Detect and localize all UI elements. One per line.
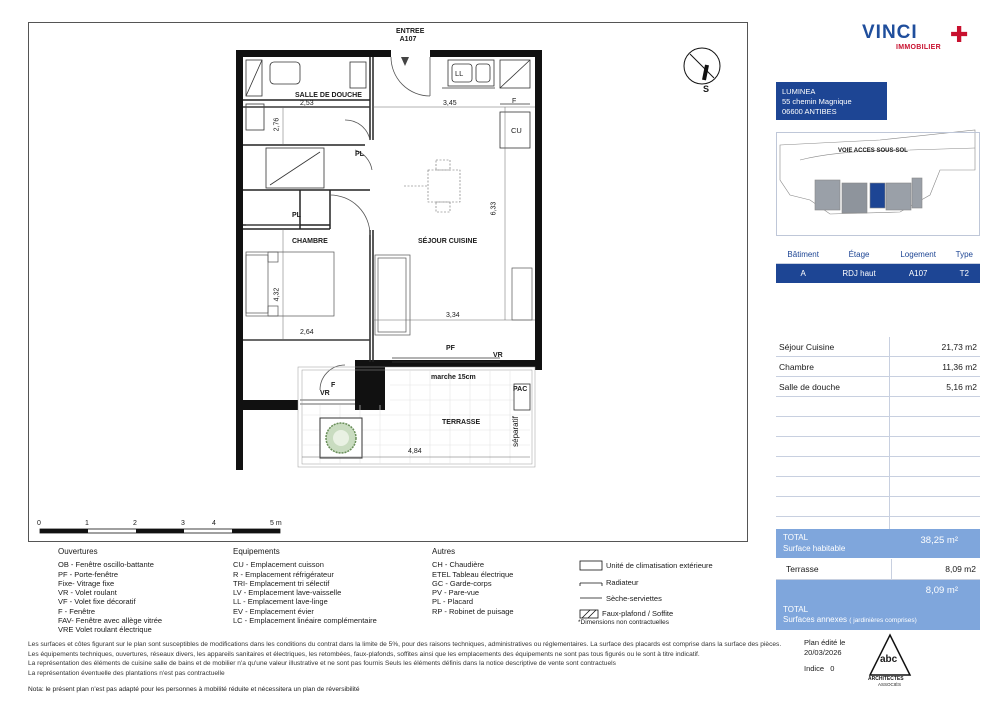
dim-334: 3,34 — [446, 312, 460, 319]
legend-equipements — [233, 547, 433, 625]
disclaimer-notes — [28, 640, 788, 678]
vinci-logo — [862, 22, 974, 56]
code-f2: F — [331, 382, 336, 389]
legend-item: F - Fenêtre — [58, 606, 96, 616]
info-header: Logement — [888, 246, 949, 264]
scale-tick-4: 4 — [212, 520, 216, 527]
scale-tick-5: 5 m — [270, 520, 282, 527]
note-bottom: Nota: le présent plan n'est pas adapté pour les personnes à mobilité réduite et nécessitera un plan de réversibilité — [28, 686, 360, 693]
plan-date: 20/03/2026 — [804, 648, 842, 657]
wall-north-left — [236, 50, 391, 57]
scale-tick-0: 0 — [37, 520, 41, 527]
code-pl2: PL — [292, 212, 301, 219]
legend-item: RP - Robinet de puisage — [432, 606, 514, 616]
total-annexes-label: TOTAL — [783, 605, 809, 614]
scale-tick-2: 2 — [133, 520, 137, 527]
info-header: Type — [949, 246, 980, 264]
wall-south-left — [236, 400, 298, 410]
scale-tick-1: 1 — [85, 520, 89, 527]
total-annexes — [776, 580, 980, 630]
wall-west — [236, 50, 243, 410]
logo-sub: IMMOBILIER — [896, 44, 941, 51]
address-line: 06600 ANTIBES — [782, 107, 837, 116]
indice-label: Indice — [804, 664, 825, 673]
info-header: Bâtiment — [776, 246, 830, 264]
legend-item: LL - Emplacement lave-linge — [233, 597, 328, 607]
code-vr1: VR — [493, 352, 503, 359]
dim-264: 2,64 — [300, 329, 314, 336]
info-table — [776, 246, 980, 283]
dim-345: 3,45 — [443, 100, 457, 107]
abc-text: abc — [880, 654, 898, 665]
legend-item: CH - Chaudière — [432, 560, 485, 570]
room-terrasse: TERRASSE — [442, 419, 481, 426]
legend-item: R - Emplacement réfrigérateur — [233, 569, 334, 579]
symbols-note: *Dimensions non contractuelles — [578, 619, 670, 626]
marche-label: marche 15cm — [431, 374, 476, 381]
legend-item: VR - Volet roulant — [58, 588, 117, 598]
code-pf: PF — [446, 345, 455, 352]
scale-tick-3: 3 — [181, 520, 185, 527]
legend-title: Equipements — [233, 547, 280, 556]
symbol-radiateur: Radiateur — [606, 578, 639, 587]
legend-symbols — [580, 561, 602, 618]
site-label: VOIE ACCES SOUS-SOL — [838, 148, 908, 154]
total-annexes-sub: Surfaces annexes — [783, 615, 848, 624]
legend-item: PV - Pare-vue — [432, 588, 480, 598]
abc-archi: ARCHITECTES — [868, 676, 904, 682]
surface-label: Chambre — [776, 357, 890, 377]
wall-east — [535, 50, 542, 370]
room-chambre: CHAMBRE — [292, 238, 328, 245]
terrasse-label: Terrasse — [786, 564, 819, 574]
indice-value: 0 — [830, 664, 835, 673]
symbol-seche: Sèche-serviettes — [606, 594, 662, 603]
legend-item: LV - Emplacement lave-vaisselle — [233, 588, 342, 598]
legend-item: Fixe- Vitrage fixe — [58, 578, 115, 588]
dim-432: 4,32 — [273, 287, 281, 302]
note-line: Les surfaces et côtes figurant sur le plan sont susceptibles de modifications dans les conditions du contrat dans la limite de 5%, pour des raisons techniques, administratives ou réglementaires. La surface des placards est comprise dans la surface des pièces. — [28, 641, 782, 648]
dim-253: 2,53 — [300, 100, 314, 107]
legend-item: LC - Emplacement linéaire complémentaire — [233, 616, 377, 626]
entree-label: ENTREE — [396, 28, 425, 35]
total-habitable-value: 38,25 m² — [920, 535, 958, 546]
info-value: T2 — [949, 264, 980, 284]
total-annexes-sub2: ( jardinières comprises) — [849, 617, 917, 624]
legend-item: TRI- Emplacement tri sélectif — [233, 578, 330, 588]
total-habitable-sub: Surface habitable — [783, 544, 846, 553]
legend-title: Autres — [432, 547, 456, 556]
legend-title: Ouvertures — [58, 547, 98, 556]
info-value: A107 — [888, 264, 949, 284]
address-line: 55 chemin Magnique — [782, 97, 852, 106]
surface-value: 11,36 m2 — [890, 357, 981, 377]
info-header: Étage — [830, 246, 887, 264]
address-box — [776, 82, 887, 120]
code-cu: CU — [511, 126, 522, 135]
room-sdd: SALLE DE DOUCHE — [295, 92, 362, 99]
wall-terrace-top — [370, 360, 542, 367]
dim-484: 4,84 — [408, 448, 422, 455]
code-pac: PAC — [513, 386, 528, 393]
legend-item: GC - Garde-corps — [432, 578, 492, 588]
room-sejour: SÉJOUR CUISINE — [418, 238, 478, 245]
legend-item: VF - Volet fixe décoratif — [58, 597, 136, 607]
scale-bar — [40, 529, 280, 533]
code-separatif: séparatif — [510, 416, 520, 447]
legend-item: PL - Placard — [432, 597, 473, 607]
entree-code: A107 — [399, 36, 417, 43]
legend-item: FAV- Fenêtre avec allège vitrée — [58, 616, 163, 626]
surface-value: 21,73 m2 — [890, 337, 981, 357]
dim-276: 2,76 — [273, 117, 281, 132]
abc-associes: ASSOCIÉS — [878, 682, 902, 687]
plan-edite-label: Plan édité le — [804, 638, 846, 647]
surface-label: Salle de douche — [776, 377, 890, 397]
wall-north-right — [430, 50, 540, 57]
legend-item: VRE Volet roulant électrique — [58, 625, 152, 635]
legend-autres — [432, 547, 572, 616]
legend-ouvertures — [58, 547, 228, 635]
compass-icon — [684, 48, 720, 84]
total-annexes-value: 8,09 m² — [925, 585, 958, 596]
legend-item: CU - Emplacement cuisson — [233, 560, 324, 570]
code-f1: F — [512, 98, 517, 105]
compass-south: S — [703, 84, 710, 94]
legend-item: EV - Emplacement évier — [233, 606, 314, 616]
note-line: Les équipements techniques, ouvertures, réseaux divers, les appareils sanitaires et électriques, les retombées, faux-plafonds, soffites ainsi que les emplacements des équipements ne sont pas tous figurés ou le sont à titre indicatif. — [28, 650, 700, 658]
surfaces-table — [776, 337, 980, 537]
address-line: LUMINEA — [782, 87, 816, 96]
logo-brand: VINCI — [862, 22, 918, 43]
symbol-clim: Unité de climatisation extérieure — [606, 561, 713, 570]
note-line: La représentation éventuelle des plantations n'est pas contractuelle — [28, 669, 225, 677]
dim-633: 6,33 — [490, 201, 498, 216]
surface-value: 5,16 m2 — [890, 377, 981, 397]
wall-west-lower — [236, 410, 243, 470]
surface-label: Séjour Cuisine — [776, 337, 890, 357]
note-line: La représentation des éléments de cuisine salle de bains et de mobilier n'a qu'une valeur illustrative et ne sont pas fournis Seuls les éléments définis dans la notice descriptive de vente sont contractuels — [28, 660, 616, 667]
legend-item: OB - Fenêtre oscillo-battante — [58, 560, 154, 570]
legend-item: PF - Porte-fenêtre — [58, 569, 119, 579]
legend-item: ETEL Tableau électrique — [432, 569, 514, 579]
total-habitable-label: TOTAL — [783, 533, 809, 542]
logo-cross-icon: ✚ — [950, 22, 969, 47]
code-pl1: PL — [355, 151, 364, 158]
symbol-faux-plafond: Faux-plafond / Soffite — [602, 609, 674, 618]
terrasse-value: 8,09 m2 — [945, 564, 976, 574]
footer-info — [804, 638, 845, 674]
info-value: RDJ haut — [830, 264, 887, 284]
info-value: A — [776, 264, 830, 284]
code-ll: LL — [455, 69, 464, 78]
wall-south-block — [355, 360, 385, 410]
terrasse-row — [776, 559, 980, 580]
code-vr2: VR — [320, 390, 330, 397]
total-habitable — [776, 529, 980, 558]
